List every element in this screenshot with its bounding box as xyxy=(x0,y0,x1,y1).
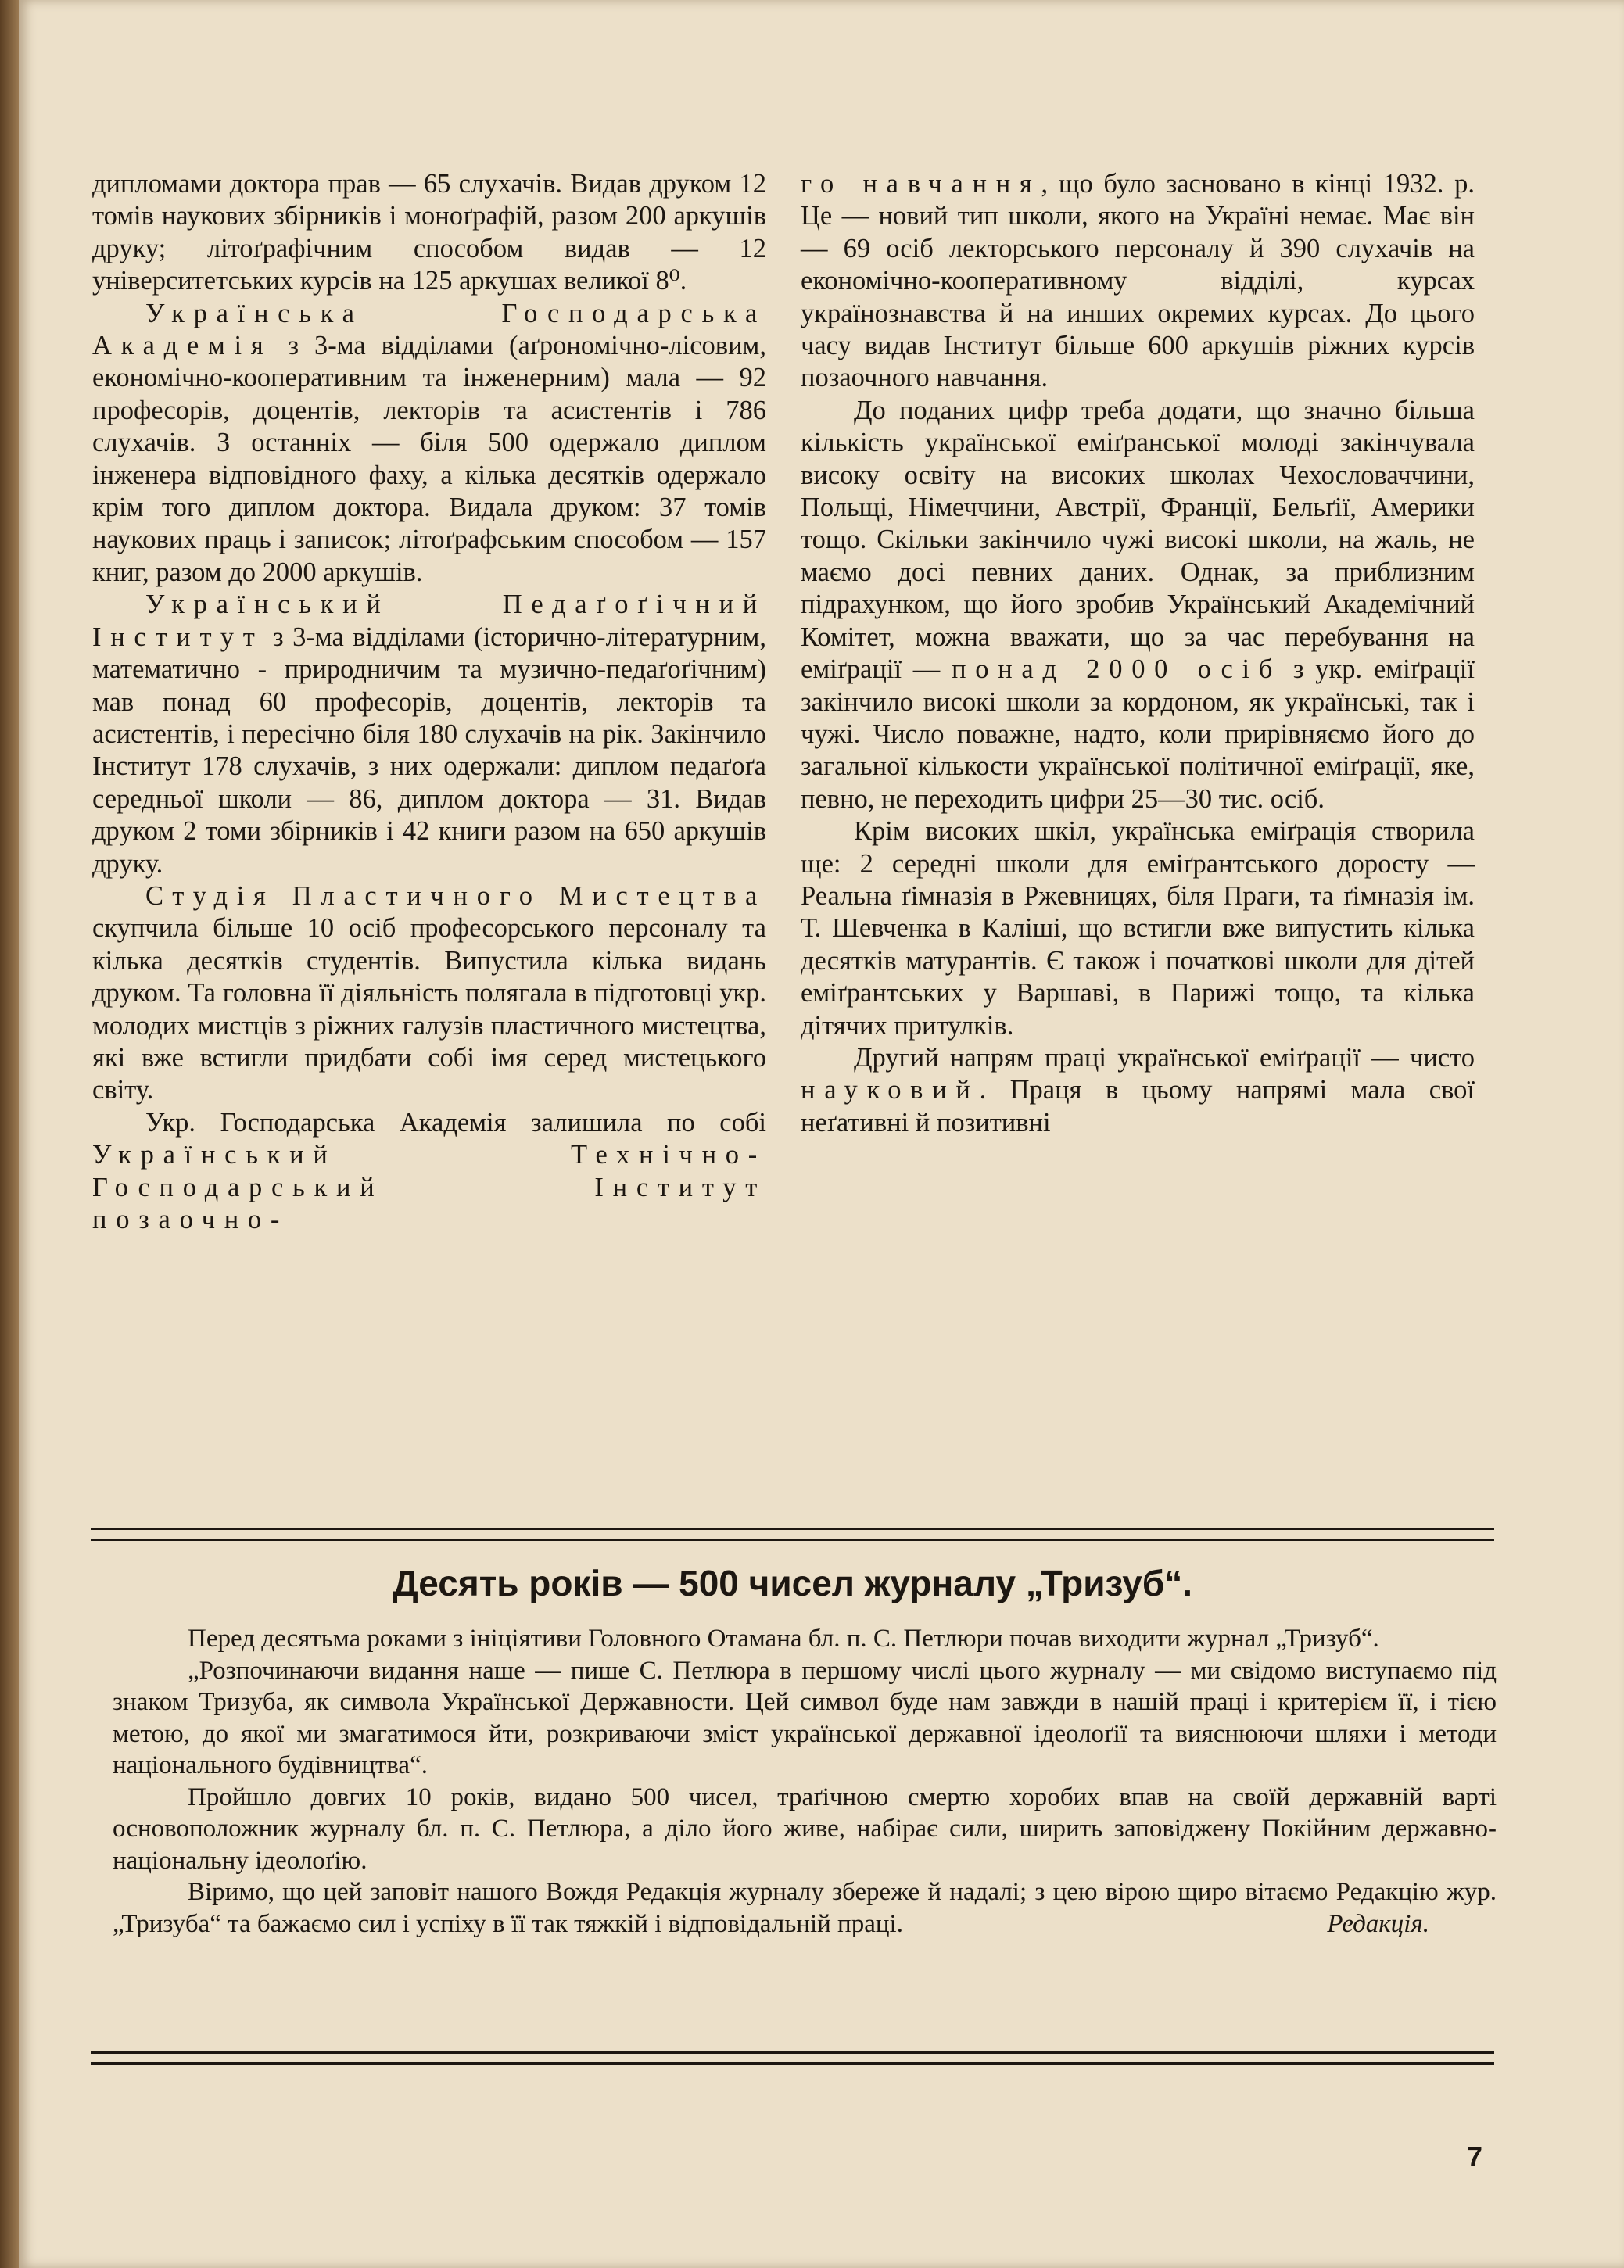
article-paragraph xyxy=(92,1107,766,1237)
paragraph-text: Укр. Господарська Академія залишила по собі xyxy=(145,1107,766,1138)
notice-paragraph-text: Віримо, що цей заповіт нашого Вождя Редакція журналу збереже й надалі; з цею вірою щиро вітаємо Редакцію жур. „Тризуба“ та бажаємо сил і успіху в її так тяжкій і відповідальній праці. xyxy=(113,1878,1497,1938)
paragraph-text: з 3-ма відділами (історично-літературним, математично - природничим та музично-педаґоґічним) мав понад 60 професорів, доцентів, лекторів та асистентів, і пересічно біля 180 слухачів на рік. Закінчило Інститут 178 слухачів, з них одержали: диплом педаґоґа середньої школи — 86, диплом доктора — 31. Видав друком 2 томи збірників і 42 книги разом на 650 аркушів друку. xyxy=(92,622,766,879)
paragraph-text: скупчила більше 10 осіб професорського персоналу та кілька десятків студентів. Випустила кілька видань друком. Та головна її діяльність полягала в підготовці укр. молодих мистців з ріжних галузів пластичного мистецтва, які вже встигли придбати собі імя серед мистецького світу. xyxy=(92,913,766,1105)
anniversary-notice xyxy=(113,1623,1497,1940)
article-paragraph xyxy=(92,880,766,1107)
paragraph-text: Другий напрям праці української еміґрації — чисто xyxy=(854,1042,1475,1073)
article-paragraph xyxy=(801,395,1475,815)
notice-headline: Десять років — 500 чисел журналу „Тризуб“. xyxy=(392,1563,1193,1603)
article-paragraph xyxy=(92,168,766,298)
right-column xyxy=(801,168,1475,1139)
spaced-emphasis: науковий xyxy=(801,1075,980,1105)
page-number: 7 xyxy=(1467,2141,1483,2173)
paragraph-text: , що було засновано в кінці 1932. р. Це — новий тип школи, якого на Україні немає. Має він — 69 осіб лекторського персоналу й 390 слухачів на економічно-кооперативному відділі, курсах українознавства й на инших окремих курсах. До цього часу видав Інститут більше 600 аркушів ріжних курсів позаочного навчання. xyxy=(801,169,1475,393)
book-spine-edge xyxy=(0,0,19,2268)
notice-paragraph xyxy=(113,1876,1497,1940)
left-column xyxy=(92,168,766,1236)
section-divider-bottom-1 xyxy=(91,2051,1494,2054)
notice-paragraph: „Розпочинаючи видання наше — пише С. Петлюра в першому числі цього журналу — ми свідомо виступаємо під знаком Тризуба, як символа Української Державности. Цей символ буде нам завжди в нашій праці і критерієм її, і тією метою, до якої ми змагатимося йти, розкриваючи зміст української державної ідеолоґії та вияснюючи шляхи і методи національного будівництва“. xyxy=(113,1656,1497,1779)
editorial-signature: Редакція. xyxy=(1327,1909,1429,1938)
spaced-emphasis: Український Технічно-Господарський Інститут позаочно- xyxy=(92,1140,766,1234)
spaced-emphasis: Українська Господарська Академія xyxy=(92,298,766,361)
spaced-emphasis: понад 2000 осіб xyxy=(952,654,1282,685)
paragraph-text: Крім високих шкіл, українська еміґрація створила ще: 2 середні школи для еміґрантського доросту — Реальна ґімназія в Ржевницях, біля Праги, та ґімназія ім. Т. Шевченка в Каліші, що встигли вже випустить кілька десятків матурантів. Є також і початкові школи для дітей еміґрантських у Варшаві, в Парижі тощо, та кілька дітячих притулків. xyxy=(801,816,1475,1041)
section-divider-top-1 xyxy=(91,1528,1494,1530)
paragraph-text: з укр. еміґрації закінчило високі школи за кордоном, як українські, так і чужі. Число поважне, надто, коли прирівняємо його до загальної кількости української політичної еміґрації, яке, певно, не переходить цифри 25—30 тис. осіб. xyxy=(801,654,1475,814)
article-paragraph xyxy=(92,589,766,880)
section-divider-top-2 xyxy=(91,1539,1494,1541)
notice-paragraph: Перед десятьма роками з ініціятиви Головного Отамана бл. п. С. Петлюри почав виходити журнал „Тризуб“. xyxy=(188,1625,1379,1653)
article-paragraph xyxy=(92,298,766,589)
paragraph-text: До поданих цифр треба додати, що значно більша кількість української еміґранської молоді закінчувала високу освіту на високих школах Чехословаччини, Польщі, Німеччини, Австрії, Франції, Бельґії, Америки тощо. Скільки закінчило чужі високі школи, на жаль, не маємо досі певних даних. Однак, за приблизним підрахунком, що його зробив Український Академічний Комітет, можна вважати, що за час перебування на еміґрації — xyxy=(801,395,1475,685)
article-paragraph xyxy=(801,1042,1475,1139)
section-divider-bottom-2 xyxy=(91,2062,1494,2065)
article-paragraph xyxy=(801,815,1475,1042)
spaced-emphasis: Студія Пластичного Мистецтва xyxy=(145,880,766,911)
paragraph-text: . Праця в цьому напрямі мала свої неґативні й позитивні xyxy=(801,1075,1475,1138)
article-paragraph xyxy=(801,168,1475,395)
paragraph-text: дипломами доктора прав — 65 слухачів. Видав друком 12 томів наукових збірників і моноґрафій, разом 200 аркушів друку; літоґрафічним способом видав — 12 університетських курсів на 125 аркушах великої 8⁰. xyxy=(92,169,766,296)
spaced-emphasis: го навчання xyxy=(801,169,1041,199)
document-page xyxy=(19,0,1624,2268)
spaced-emphasis: Український Педаґоґічний Інститут xyxy=(92,589,766,652)
paragraph-text: з 3-ма відділами (аґрономічно-лісовим, економічно-кооперативним та інженерним) мала — 92 професорів, доцентів, лекторів та асистентів і 786 слухачів. З останніх — біля 500 одержало диплом інженера відповідного фаху, а кілька десятків одержало крім того диплом доктора. Видала друком: 37 томів наукових праць і записок; літоґрафським способом — 157 книг, разом до 2000 аркушів. xyxy=(92,331,766,587)
notice-paragraph: Пройшло довгих 10 років, видано 500 чисел, траґічною смертю хоробих впав на своїй державній варті основоположник журналу бл. п. С. Петлюра, а діло його живе, набірає сили, ширить заповіджену Покійним державно-національну ідеолоґію. xyxy=(113,1783,1497,1875)
